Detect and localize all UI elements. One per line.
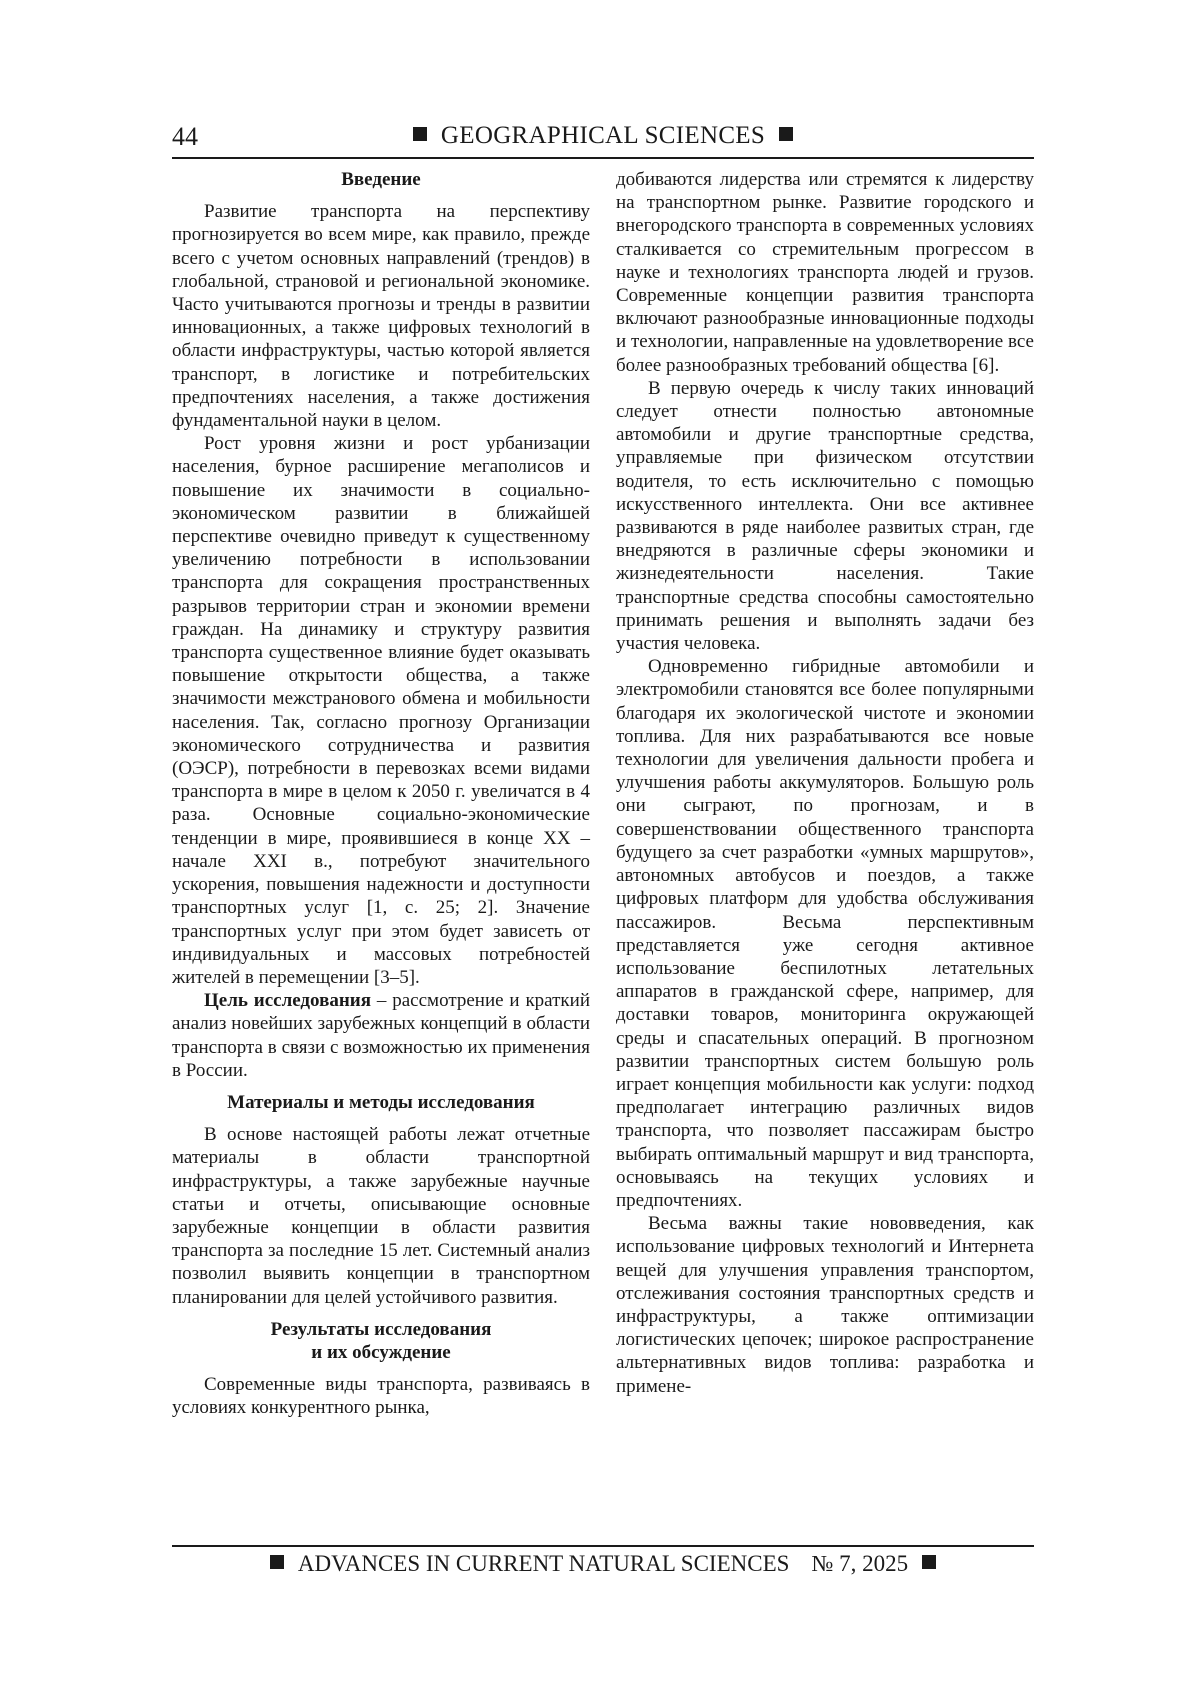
paragraph: Развитие транспорта на перспективу прогнозируется во всем мире, как правило, прежде всего с учетом основных направлений (трендов) в глобальной, страновой и региональной экономике. Часто учитываются прогнозы и тренды в развитии инновационных, а также цифровых технологий в области инфраструктуры, частью которой является транспорт, в логистике и потребительских предпочтениях населения, а также достижения фундаментальной науки в целом. bbox=[172, 200, 590, 432]
square-bullet-icon bbox=[922, 1555, 936, 1569]
heading-results bbox=[172, 1318, 590, 1364]
heading-results-line2: и их обсуждение bbox=[172, 1341, 590, 1364]
square-bullet-icon bbox=[779, 127, 793, 141]
journal-name: ADVANCES IN CURRENT NATURAL SCIENCES bbox=[298, 1551, 790, 1576]
paragraph-continued: добиваются лидерства или стремятся к лидерству на транспортном рынке. Развитие городского и внегородского транспорта в современных условиях сталкивается со стремительным прогрессом в науке и технологиях транспорта людей и грузов. Современные концепции развития транспорта включают разнообразные инновационные подходы и технологии, направленные на удовлетворение все более разнообразных требований общества [6]. bbox=[616, 168, 1034, 377]
paragraph: Одновременно гибридные автомобили и электромобили становятся все более популярными благодаря их экологической чистоте и экономии топлива. Для них разрабатываются все новые технологии для увеличения дальности пробега и улучшения работы аккумуляторов. Большую роль они сыграют, по прогнозам, и в совершенствовании общественного транспорта будущего за счет разработки «умных маршрутов», автономных автобусов и поездов, а также цифровых платформ для удобства обслуживания пассажиров. Весьма перспективным представляется уже сегодня активное использование беспилотных летательных аппаратов в гражданской сфере, например, для доставки товаров, мониторинга окружающей среды и спасательных операций. В прогнозном развитии транспортных систем большую роль играет концепция мобильности как услуги: подход предполагает интеграцию различных видов транспорта, что позволяет пассажирам быстро выбирать оптимальный маршрут и вид транспорта, основываясь на текущих условиях и предпочтениях. bbox=[616, 655, 1034, 1212]
heading-methods: Материалы и методы исследования bbox=[172, 1091, 590, 1114]
section-name: GEOGRAPHICAL SCIENCES bbox=[441, 122, 765, 149]
paragraph: Современные виды транспорта, развиваясь в условиях конкурентного рынка, bbox=[172, 1373, 590, 1419]
paragraph-aim bbox=[172, 989, 590, 1082]
left-column bbox=[172, 168, 590, 1420]
paragraph: Весьма важны такие нововведения, как использование цифровых технологий и Интернета вещей для улучшения управления транспортом, отслеживания состояния транспортных средств и инфраструктуры, а также оптимизации логистических цепочек; широкое распространение альтернативных видов топлива: разработка и примене- bbox=[616, 1212, 1034, 1398]
heading-introduction: Введение bbox=[172, 168, 590, 191]
page-number: 44 bbox=[172, 122, 198, 152]
journal-section-title bbox=[172, 122, 1034, 150]
aim-lead: Цель исследования bbox=[204, 990, 371, 1011]
footer-rule bbox=[172, 1545, 1034, 1547]
running-header bbox=[172, 118, 1034, 158]
header-rule bbox=[172, 157, 1034, 159]
paragraph: Рост уровня жизни и рост урбанизации населения, бурное расширение мегаполисов и повышение их значимости в социально-экономическом развитии в ближайшей перспективе очевидно приведут к существенному увеличению потребности в использовании транспорта для сокращения пространственных разрывов территории стран и экономии времени граждан. На динамику и структуру развития транспорта существенное влияние будет оказывать повышение открытости общества, а также значимости межстранового обмена и мобильности населения. Так, согласно прогнозу Организации экономического сотрудничества и развития (ОЭСР), потребности в перевозках всеми видами транспорта в мире в целом к 2050 г. увеличатся в 4 раза. Основные социально-экономические тенденции в мире, проявившиеся в конце XX – начале XXI в., потребуют значительного ускорения, повышения надежности и доступности транспортных услуг [1, с. 25; 2]. Значение транспортных услуг при этом будет зависеть от индивидуальных и массовых потребностей жителей в перемещении [3–5]. bbox=[172, 432, 590, 989]
journal-page bbox=[0, 0, 1200, 1697]
heading-results-line1: Результаты исследования bbox=[172, 1318, 590, 1341]
running-footer bbox=[172, 1551, 1034, 1577]
issue-number: № 7, 2025 bbox=[811, 1551, 908, 1576]
right-column bbox=[616, 168, 1034, 1398]
aim-text: – рассмотрение и краткий анализ новейших зарубежных концепций в области транспорта в связи с возможностью их применения в России. bbox=[172, 990, 590, 1081]
square-bullet-icon bbox=[270, 1555, 284, 1569]
square-bullet-icon bbox=[413, 127, 427, 141]
paragraph: В основе настоящей работы лежат отчетные материалы в области транспортной инфраструктуры, а также зарубежные научные статьи и отчеты, описывающие основные зарубежные концепции в области развития транспорта за последние 15 лет. Системный анализ позволил выявить концепции в транспортном планировании для целей устойчивого развития. bbox=[172, 1123, 590, 1309]
paragraph: В первую очередь к числу таких инноваций следует отнести полностью автономные автомобили и другие транспортные средства, управляемые при физическом отсутствии водителя, то есть исключительно с помощью искусственного интеллекта. Они все активнее развиваются в ряде наиболее развитых стран, где внедряются в различные сферы экономики и жизнедеятельности населения. Такие транспортные средства способны самостоятельно принимать решения и выполнять задачи без участия человека. bbox=[616, 377, 1034, 655]
